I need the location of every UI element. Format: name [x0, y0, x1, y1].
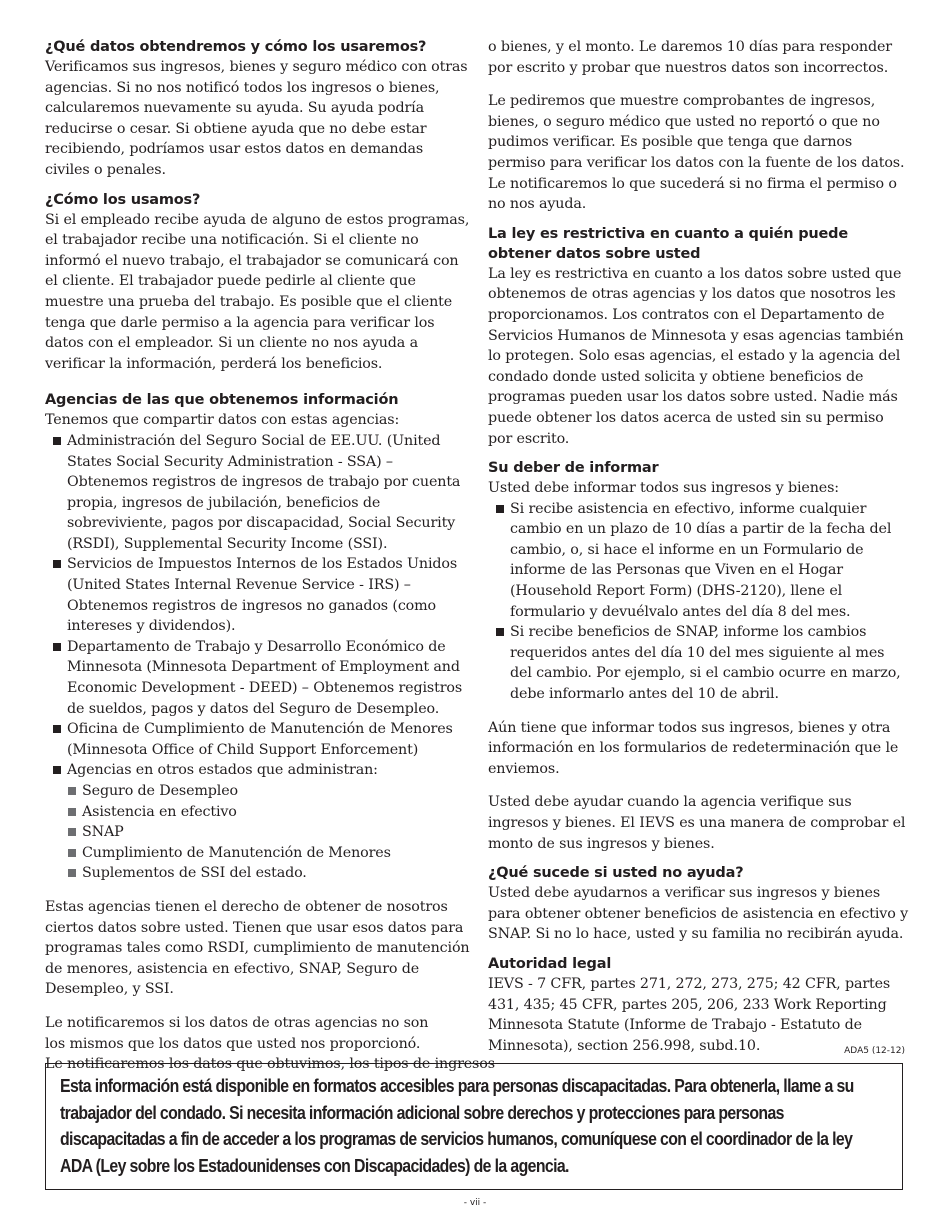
- sublist-item: SNAP: [67, 822, 470, 843]
- section-heading: ¿Cómo los usamos?: [45, 191, 201, 208]
- page-number: - vii -: [463, 1198, 487, 1208]
- section-body: Usted debe ayudarnos a verificar sus ingresos y bienes para obtener obtener beneficios de asistencia en efectivo y SNAP. Si no lo hace, usted y su familia no recibirán ayuda.: [488, 885, 909, 943]
- section-heading: ¿Qué datos obtendremos y cómo los usaremos?: [45, 39, 427, 55]
- paragraph-line: los mismos que los datos que usted nos proporcionó.: [45, 1035, 421, 1052]
- section-body: Si el empleado recibe ayuda de alguno de estos programas, el trabajador recibe una notificación. Si el cliente no informó el nuevo trabajo, el trabajador se comunicará con el cliente. El trabajador puede pedirle al cliente que muestre una prueba del trabajo. Es posible que el cliente tenga que darle permiso a la agencia para verificar los datos con el empleador. Si un cliente no nos ayuda a verificar la información, perderá los beneficios.: [45, 211, 470, 372]
- program-sublist: [67, 781, 470, 884]
- paragraph-line: Le notificaremos los datos que obtuvimos, los tipos de ingresos: [45, 1056, 495, 1073]
- list-item-label: Agencias en otros estados que administran:: [67, 762, 378, 779]
- paragraph: Aún tiene que informar todos sus ingresos, bienes y otra información en los formularios de redeterminación que le enviemos.: [488, 719, 899, 777]
- paragraph: Usted debe ayudar cuando la agencia verifique sus ingresos y bienes. El IEVS es una manera de comprobar el monto de sus ingresos y bienes.: [488, 794, 906, 852]
- sublist-item: Seguro de Desempleo: [67, 781, 470, 802]
- section-body: La ley es restrictiva en cuanto a los datos sobre usted que obtenemos de otras agencias y los datos que nosotros les proporcionamos. Los contratos con el Departamento de Servicios Humanos de Minnesota y esas agencias también lo protegen. Solo esas agencias, el estado y la agencia del condado donde usted solicita y obtiene beneficios de programas pueden usar los datos sobre usted. Nadie más puede obtener los datos acerca de usted sin su permiso por escrito.: [488, 265, 904, 447]
- list-item: Si recibe asistencia en efectivo, informe cualquier cambio en un plazo de 10 días a partir de la fecha del cambio, o, si hace el informe en un Formulario de informe de las Personas que Viven en el Hogar (Household Report Form) (DHS-2120), llene el formulario y devuélvalo antes del día 8 del mes.: [488, 499, 908, 623]
- accessibility-notice-text: Esta información está disponible en formatos accesibles para personas discapacitadas. Para obtenerla, llame a su trabajador del condado. Si necesita información adicional sobre derechos y protecciones para personas discapacitadas a fin de acceder a los programas de servicios humanos, comuníquese con el coordinador de la ley ADA (Ley sobre los Estadounidenses con Discapacidades) de la agencia.: [60, 1076, 854, 1176]
- section-intro: Tenemos que compartir datos con estas agencias:: [45, 412, 400, 429]
- section-heading: Autoridad legal: [488, 955, 612, 972]
- section-body: Verificamos sus ingresos, bienes y seguro médico con otras agencias. Si no nos notificó todos los ingresos o bienes, calcularemos nuevamente su ayuda. Su ayuda podría reducirse o cesar. Si obtiene ayuda que no debe estar recibiendo, podríamos usar estos datos en demandas civiles o penales.: [45, 59, 468, 178]
- accessibility-notice-box: [45, 1063, 903, 1190]
- section-heading: La ley es restrictiva en cuanto a quién puede obtener datos sobre usted: [488, 225, 848, 262]
- sublist-item: Suplementos de SSI del estado.: [67, 863, 470, 884]
- list-item: Servicios de Impuestos Internos de los Estados Unidos (United States Internal Revenue Service - IRS) – Obtenemos registros de ingresos no ganados (como intereses y dividendos).: [45, 554, 470, 636]
- agency-list: [45, 431, 470, 884]
- paragraph: Estas agencias tienen el derecho de obtener de nosotros ciertos datos sobre usted. Tienen que usar esos datos para programas tales como RSDI, cumplimiento de manutención de menores, asistencia en efectivo, SNAP, Seguro de Desempleo, y SSI.: [45, 898, 470, 998]
- section-body: IEVS - 7 CFR, partes 271, 272, 273, 275; 42 CFR, partes 431, 435; 45 CFR, partes 205, 206, 233 Work Reporting Minnesota Statute (Informe de Trabajo - Estatuto de Minnesota), section 256.998, subd.10.: [488, 975, 891, 1054]
- left-column: [45, 37, 495, 1075]
- paragraph-line: Le notificaremos si los datos de otras agencias no son: [45, 1014, 429, 1031]
- section-heading: Agencias de las que obtenemos información: [45, 392, 399, 409]
- section-heading: Su deber de informar: [488, 460, 659, 477]
- reporting-list: [488, 499, 908, 705]
- list-item: Administración del Seguro Social de EE.UU. (United States Social Security Administration - SSA) – Obtenemos registros de ingresos de trabajo por cuenta propia, ingresos de jubilación, beneficios de sobreviviente, pagos por discapacidad, Social Security (RSDI), Supplemental Security Income (SSI).: [45, 431, 470, 555]
- sublist-item: Asistencia en efectivo: [67, 802, 470, 823]
- list-item: Si recibe beneficios de SNAP, informe los cambios requeridos antes del día 10 del mes siguiente al mes del cambio. Por ejemplo, si el cambio ocurre en marzo, debe informarlo antes del 10 de abril.: [488, 622, 908, 704]
- form-code: ADA5 (12-12): [844, 1046, 905, 1056]
- sublist-item: Cumplimiento de Manutención de Menores: [67, 843, 470, 864]
- section-heading: ¿Qué sucede si usted no ayuda?: [488, 865, 744, 882]
- paragraph-continued: o bienes, y el monto. Le daremos 10 días para responder por escrito y probar que nuestros datos son incorrectos.: [488, 39, 892, 76]
- section-intro: Usted debe informar todos sus ingresos y bienes:: [488, 480, 839, 497]
- list-item: Oficina de Cumplimiento de Manutención de Menores (Minnesota Office of Child Support Enforcement): [45, 719, 470, 760]
- list-item: [45, 760, 470, 884]
- right-column: [488, 37, 908, 1056]
- list-item: Departamento de Trabajo y Desarrollo Económico de Minnesota (Minnesota Department of Employment and Economic Development - DEED) – Obtenemos registros de sueldos, pagos y datos del Seguro de Desempleo.: [45, 637, 470, 719]
- paragraph: Le pediremos que muestre comprobantes de ingresos, bienes, o seguro médico que usted no reportó o que no pudimos verificar. Es posible que tenga que darnos permiso para verificar los datos con la fuente de los datos. Le notificaremos lo que sucederá si no firma el permiso o no nos ayuda.: [488, 93, 905, 213]
